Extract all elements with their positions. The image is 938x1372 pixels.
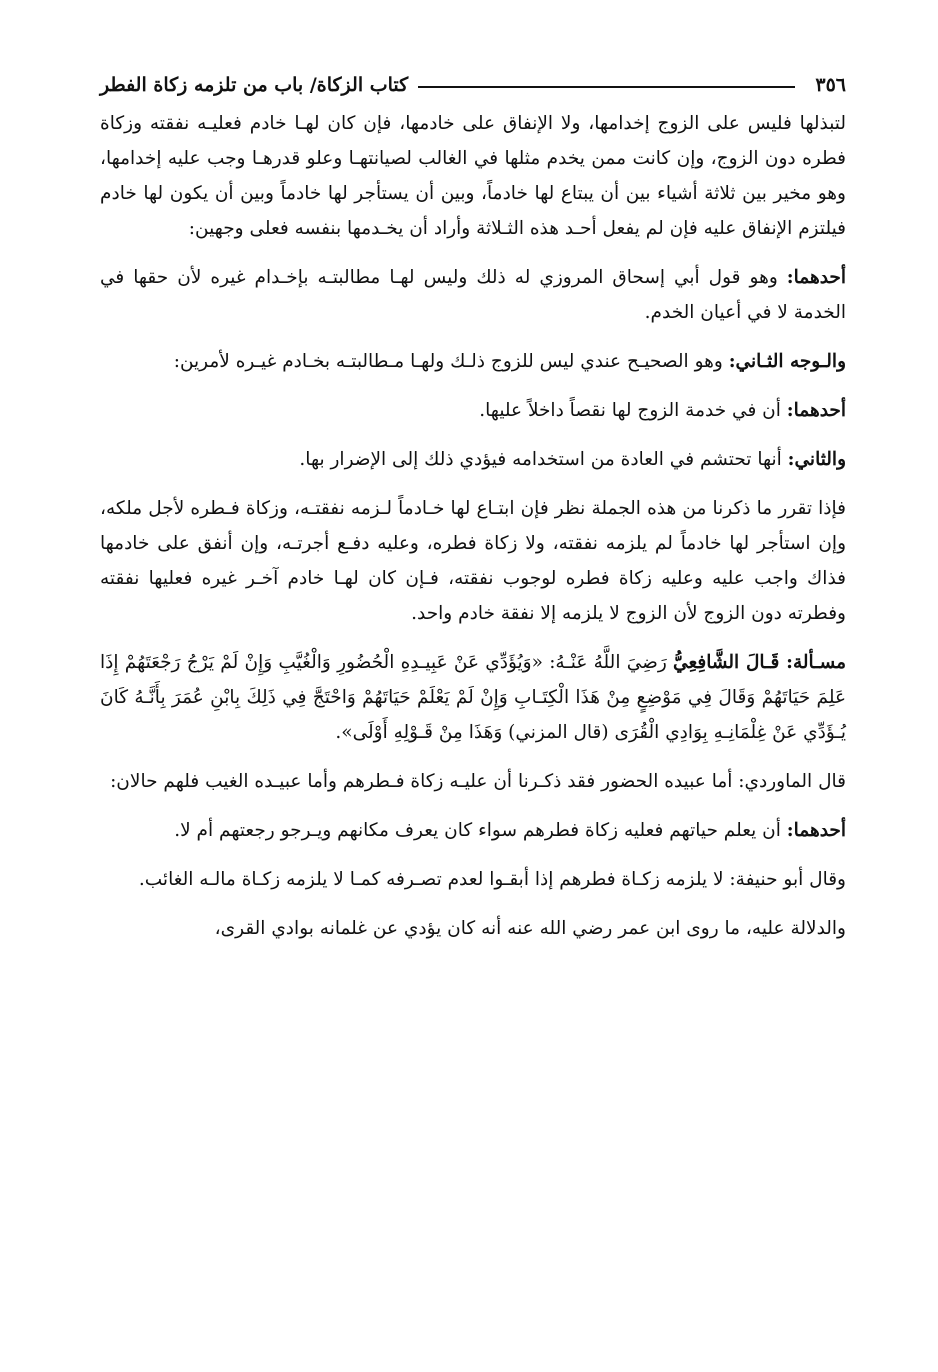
paragraph-text: وقال أبو حنيفة: لا يلزمه زكـاة فطرهم إذا أبقـوا لعدم تصـرفه كمـا لا يلزمه زكـاة مالـه الغائب. [138,869,846,890]
page-body [100,106,846,946]
chapter-title: كتاب الزكاة/ باب من تلزمه زكاة الفطر [100,74,409,96]
paragraph-lead: والثاني: [787,449,846,470]
page-number: ٣٥٦ [815,74,846,96]
paragraph-lead: مسـألة: قَـالَ الشَّافِعِيُّ [673,652,846,673]
paragraph-lead: أحدهما: [786,267,846,288]
paragraph-text: قال الماوردي: أما عبيده الحضور فقد ذكـرنا أن عليـه زكاة فـطرهم وأما عبيـده الغيب فلهم حالان: [110,771,846,792]
paragraph [100,344,846,379]
paragraph-text: والدلالة عليه، ما روى ابن عمر رضي الله عنه أنه كان يؤدي عن غلمانه بوادي القرى، [214,918,846,939]
paragraph [100,813,846,848]
paragraph-text: وهو الصحيـح عندي ليس للزوج ذلـك ولهـا مـطالبتـه بخـادم غيـره لأمرين: [173,351,729,372]
paragraph [100,260,846,330]
paragraph: لتبذلها فليس على الزوج إخدامها، ولا الإنفاق على خادمها، فإن كان لهـا خادم فعليـه نفقته وزكاة فطره دون الزوج، وإن كانت ممن يخدم مثلها في الغالب لصيانتهـا وعلو قدرهـا وجب عليه إخدامها، وهو مخير بين ثلاثة أشياء بين أن يبتاع لها خادماً، وبين أن يستأجر لها خادماً وبين أن يكون لها خادم فيلتزم الإنفاق عليه فإن لم يفعل أحـد هذه الثـلاثة وأراد أن يخـدمها بنفسه فعلى وجهين: [100,113,846,239]
paragraph [100,911,846,946]
quoted-text: رَضِيَ اللَّهُ عَنْـهُ: «وَيُؤَدِّي عَنْ عَبِيـدِهِ الْحُضُورِ وَالْغُيَّبِ وَإِنْ لَمْ يَرْجُ رَجْعَتَهُمْ إِذَا عَلِمَ حَيَاتَهُمْ وَقَالَ فِي مَوْضِعٍ مِنْ هَذَا الْكِتَـابِ وَإِنْ لَمْ يَعْلَمْ حَيَاتَهُمْ وَاحْتَجَّ فِي ذَلِكَ بِابْنِ عُمَرَ بِأَنَّـهُ كَانَ يُـؤَدِّي عَنْ غِلْمَانِـهِ بِوَادِي الْقُرَى (قال المزني) وَهَذَا مِنْ قَـوْلِهِ أَوْلَى». [100,652,846,743]
paragraph-lead: أحدهما: [786,400,846,421]
header-rule [418,86,795,88]
paragraph-text: فإذا تقرر ما ذكرنا من هذه الجملة نظر فإن ابتـاع لها خـادماً لـزمه نفقتـه، وزكاة فـطره لأجل ملكه، وإن استأجر لها خادماً لم يلزمه نفقته، ولا زكاة فطره، وعليه دفـع أجرتـه، وإن أنفق على خادمها فذاك واجب عليه وعليه زكاة فطره لوجوب نفقته، فـإن كان لهـا خادم آخـر غيره فعليها نفقته وفطرته دون الزوج لأن الزوج لا يلزمه إلا نفقة خادم واحد. [100,498,846,624]
paragraph [100,862,846,897]
paragraph [100,442,846,477]
paragraph [100,393,846,428]
paragraph-lead: والـوجه الثـاني: [728,351,846,372]
paragraph-text: أن يعلم حياتهم فعليه زكاة فطرهم سواء كان يعرف مكانهم ويـرجو رجعتهم أم لا. [174,820,787,841]
paragraph-lead: أحدهما: [786,820,846,841]
paragraph-text: أن في خدمة الزوج لها نقصاً داخلاً عليها. [479,400,787,421]
paragraph-text: أنها تحتشم في العادة من استخدامه فيؤدي ذلك إلى الإضرار بها. [299,449,788,470]
paragraph [100,764,846,799]
paragraph-text: وهو قول أبي إسحاق المروزي له ذلك وليس لهـا مطالبتـه بإخـدام غيره لأن حقها في الخدمة لا في أعيان الخدم. [100,267,846,323]
paragraph [100,491,846,631]
running-header [100,62,846,96]
masala-paragraph [100,645,846,750]
